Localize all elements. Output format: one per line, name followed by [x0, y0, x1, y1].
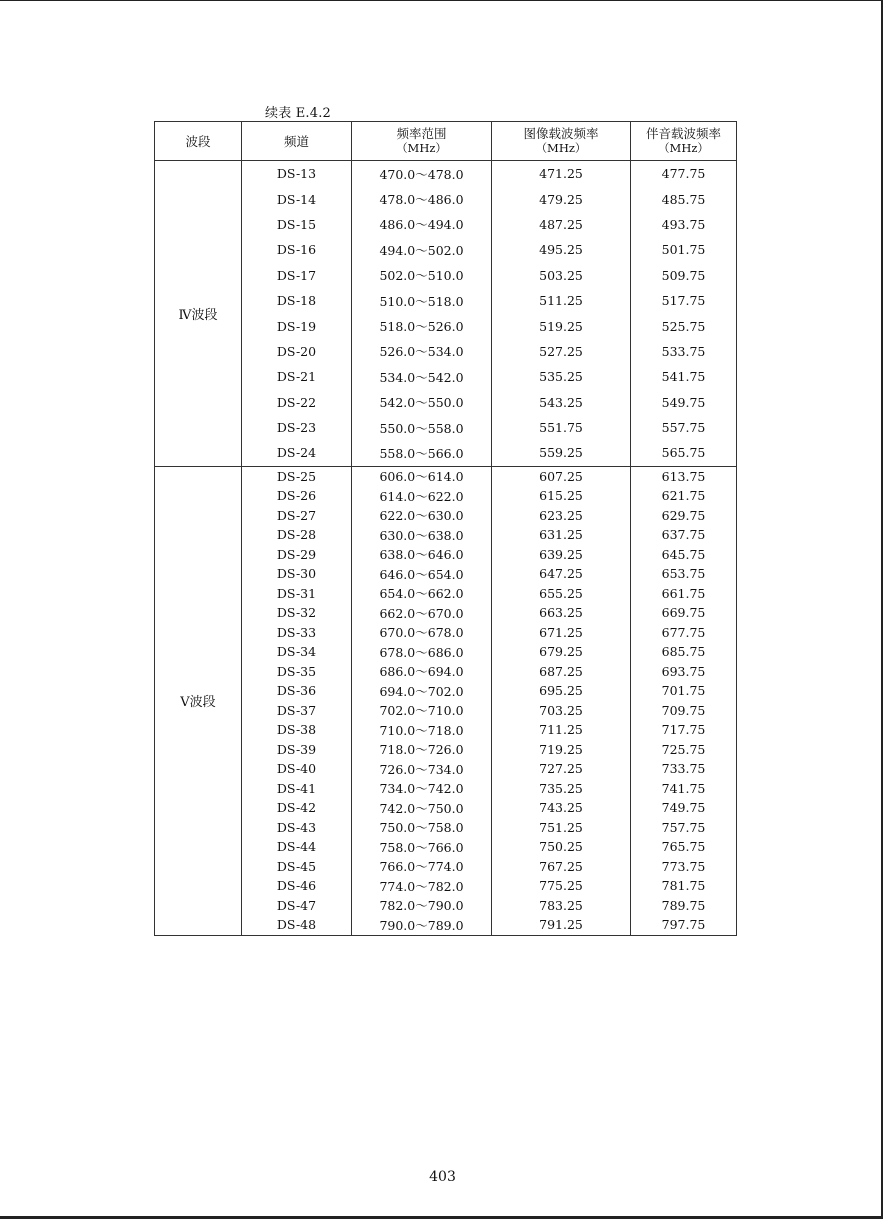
table-row [155, 896, 737, 916]
audio-freq-cell: 533.75 [631, 339, 737, 364]
channel-cell: DS-44 [242, 837, 352, 857]
header-channel-label: 频道 [283, 133, 309, 149]
video-freq-cell: 543.25 [492, 390, 631, 415]
audio-freq-cell: 653.75 [631, 564, 737, 584]
table-row [155, 237, 737, 262]
table-row [155, 506, 737, 526]
video-freq-cell: 631.25 [492, 525, 631, 545]
video-freq-cell: 750.25 [492, 837, 631, 857]
range-cell: 742.0～750.0 [352, 798, 492, 818]
video-freq-cell: 607.25 [492, 466, 631, 486]
audio-freq-cell: 741.75 [631, 779, 737, 799]
video-freq-cell: 615.25 [492, 486, 631, 506]
header-band-label: 波段 [185, 133, 211, 149]
channel-cell: DS-41 [242, 779, 352, 799]
header-band [155, 122, 242, 161]
channel-cell: DS-16 [242, 237, 352, 262]
range-cell: 670.0～678.0 [352, 623, 492, 643]
range-cell: 734.0～742.0 [352, 779, 492, 799]
channel-cell: DS-32 [242, 603, 352, 623]
video-freq-cell: 527.25 [492, 339, 631, 364]
audio-freq-cell: 493.75 [631, 212, 737, 237]
range-cell: 646.0～654.0 [352, 564, 492, 584]
header-range-unit: （MHz） [396, 141, 447, 155]
audio-freq-cell: 621.75 [631, 486, 737, 506]
header-video-unit: （MHz） [535, 141, 587, 155]
audio-freq-cell: 541.75 [631, 364, 737, 389]
page-number: 403 [429, 1169, 456, 1185]
range-cell: 630.0～638.0 [352, 525, 492, 545]
range-cell: 518.0～526.0 [352, 313, 492, 338]
video-freq-cell: 551.75 [492, 415, 631, 440]
range-cell: 790.0～789.0 [352, 915, 492, 935]
video-freq-cell: 471.25 [492, 161, 631, 187]
channel-cell: DS-23 [242, 415, 352, 440]
channel-cell: DS-34 [242, 642, 352, 662]
channel-cell: DS-40 [242, 759, 352, 779]
video-freq-cell: 727.25 [492, 759, 631, 779]
video-freq-cell: 495.25 [492, 237, 631, 262]
audio-freq-cell: 613.75 [631, 466, 737, 486]
band5-section [155, 466, 737, 935]
table-row [155, 915, 737, 935]
video-freq-cell: 671.25 [492, 623, 631, 643]
table-row [155, 701, 737, 721]
range-cell: 710.0～718.0 [352, 720, 492, 740]
range-cell: 678.0～686.0 [352, 642, 492, 662]
header-range [352, 122, 492, 161]
range-cell: 782.0～790.0 [352, 896, 492, 916]
audio-freq-cell: 661.75 [631, 584, 737, 604]
audio-freq-cell: 525.75 [631, 313, 737, 338]
table-row [155, 857, 737, 877]
audio-freq-cell: 517.75 [631, 288, 737, 313]
video-freq-cell: 775.25 [492, 876, 631, 896]
video-freq-cell: 767.25 [492, 857, 631, 877]
channel-cell: DS-30 [242, 564, 352, 584]
audio-freq-cell: 709.75 [631, 701, 737, 721]
channel-cell: DS-24 [242, 440, 352, 466]
channel-cell: DS-20 [242, 339, 352, 364]
audio-freq-cell: 501.75 [631, 237, 737, 262]
table-row [155, 740, 737, 760]
channel-cell: DS-31 [242, 584, 352, 604]
channel-cell: DS-13 [242, 161, 352, 187]
header-audio-unit: （MHz） [658, 141, 709, 155]
table-row [155, 720, 737, 740]
video-freq-cell: 687.25 [492, 662, 631, 682]
video-freq-cell: 503.25 [492, 263, 631, 288]
table-row [155, 681, 737, 701]
range-cell: 622.0～630.0 [352, 506, 492, 526]
channel-cell: DS-14 [242, 186, 352, 211]
channel-cell: DS-37 [242, 701, 352, 721]
band4-section [155, 161, 737, 467]
range-cell: 558.0～566.0 [352, 440, 492, 466]
channel-cell: DS-45 [242, 857, 352, 877]
header-audio-label: 伴音载波频率 [645, 126, 721, 141]
band5-label: Ⅴ波段 [155, 466, 242, 935]
channel-cell: DS-21 [242, 364, 352, 389]
audio-freq-cell: 637.75 [631, 525, 737, 545]
channel-cell: DS-47 [242, 896, 352, 916]
table-row [155, 798, 737, 818]
video-freq-cell: 487.25 [492, 212, 631, 237]
range-cell: 502.0～510.0 [352, 263, 492, 288]
audio-freq-cell: 749.75 [631, 798, 737, 818]
channel-cell: DS-15 [242, 212, 352, 237]
table-row [155, 837, 737, 857]
audio-freq-cell: 781.75 [631, 876, 737, 896]
channel-cell: DS-38 [242, 720, 352, 740]
header-row [155, 122, 737, 161]
table-row [155, 584, 737, 604]
table-row [155, 818, 737, 838]
channel-cell: DS-27 [242, 506, 352, 526]
channel-cell: DS-22 [242, 390, 352, 415]
channel-cell: DS-35 [242, 662, 352, 682]
audio-freq-cell: 773.75 [631, 857, 737, 877]
channel-cell: DS-28 [242, 525, 352, 545]
audio-freq-cell: 565.75 [631, 440, 737, 466]
channel-cell: DS-48 [242, 915, 352, 935]
channel-cell: DS-36 [242, 681, 352, 701]
channel-cell: DS-39 [242, 740, 352, 760]
channel-cell: DS-17 [242, 263, 352, 288]
range-cell: 638.0～646.0 [352, 545, 492, 565]
audio-freq-cell: 477.75 [631, 161, 737, 187]
band4-label: Ⅳ波段 [155, 161, 242, 467]
table-row [155, 642, 737, 662]
video-freq-cell: 535.25 [492, 364, 631, 389]
video-freq-cell: 743.25 [492, 798, 631, 818]
video-freq-cell: 639.25 [492, 545, 631, 565]
table-row [155, 545, 737, 565]
video-freq-cell: 719.25 [492, 740, 631, 760]
table-row [155, 313, 737, 338]
range-cell: 606.0～614.0 [352, 466, 492, 486]
video-freq-cell: 711.25 [492, 720, 631, 740]
header-video-label: 图像载波频率 [523, 126, 599, 141]
video-freq-cell: 623.25 [492, 506, 631, 526]
table-row [155, 339, 737, 364]
range-cell: 766.0～774.0 [352, 857, 492, 877]
channel-cell: DS-43 [242, 818, 352, 838]
audio-freq-cell: 789.75 [631, 896, 737, 916]
range-cell: 534.0～542.0 [352, 364, 492, 389]
range-cell: 478.0～486.0 [352, 186, 492, 211]
channel-cell: DS-33 [242, 623, 352, 643]
header-video [492, 122, 631, 161]
table-row [155, 466, 737, 486]
video-freq-cell: 647.25 [492, 564, 631, 584]
header-range-label: 频率范围 [396, 126, 447, 141]
channel-cell: DS-18 [242, 288, 352, 313]
table-row [155, 623, 737, 643]
range-cell: 470.0～478.0 [352, 161, 492, 187]
video-freq-cell: 735.25 [492, 779, 631, 799]
range-cell: 486.0～494.0 [352, 212, 492, 237]
table-row [155, 876, 737, 896]
video-freq-cell: 783.25 [492, 896, 631, 916]
range-cell: 654.0～662.0 [352, 584, 492, 604]
video-freq-cell: 559.25 [492, 440, 631, 466]
range-cell: 774.0～782.0 [352, 876, 492, 896]
video-freq-cell: 703.25 [492, 701, 631, 721]
channel-cell: DS-46 [242, 876, 352, 896]
range-cell: 758.0～766.0 [352, 837, 492, 857]
header-audio [631, 122, 737, 161]
table-row [155, 212, 737, 237]
range-cell: 614.0～622.0 [352, 486, 492, 506]
range-cell: 550.0～558.0 [352, 415, 492, 440]
audio-freq-cell: 645.75 [631, 545, 737, 565]
range-cell: 718.0～726.0 [352, 740, 492, 760]
video-freq-cell: 655.25 [492, 584, 631, 604]
audio-freq-cell: 733.75 [631, 759, 737, 779]
video-freq-cell: 751.25 [492, 818, 631, 838]
channel-cell: DS-19 [242, 313, 352, 338]
header-channel [242, 122, 352, 161]
range-cell: 510.0～518.0 [352, 288, 492, 313]
video-freq-cell: 695.25 [492, 681, 631, 701]
table-row [155, 440, 737, 466]
audio-freq-cell: 797.75 [631, 915, 737, 935]
table-row [155, 603, 737, 623]
range-cell: 702.0～710.0 [352, 701, 492, 721]
audio-freq-cell: 485.75 [631, 186, 737, 211]
table-row [155, 263, 737, 288]
frequency-table [154, 121, 737, 936]
table-caption: 续表 E.4.2 [265, 106, 332, 121]
table-row [155, 186, 737, 211]
audio-freq-cell: 701.75 [631, 681, 737, 701]
audio-freq-cell: 725.75 [631, 740, 737, 760]
table-row [155, 415, 737, 440]
range-cell: 662.0～670.0 [352, 603, 492, 623]
video-freq-cell: 511.25 [492, 288, 631, 313]
video-freq-cell: 479.25 [492, 186, 631, 211]
audio-freq-cell: 757.75 [631, 818, 737, 838]
table-row [155, 662, 737, 682]
audio-freq-cell: 669.75 [631, 603, 737, 623]
audio-freq-cell: 549.75 [631, 390, 737, 415]
table-row [155, 759, 737, 779]
table-row [155, 161, 737, 187]
video-freq-cell: 791.25 [492, 915, 631, 935]
table-row [155, 390, 737, 415]
video-freq-cell: 679.25 [492, 642, 631, 662]
video-freq-cell: 663.25 [492, 603, 631, 623]
audio-freq-cell: 557.75 [631, 415, 737, 440]
table-row [155, 525, 737, 545]
table-row [155, 779, 737, 799]
video-freq-cell: 519.25 [492, 313, 631, 338]
audio-freq-cell: 509.75 [631, 263, 737, 288]
audio-freq-cell: 765.75 [631, 837, 737, 857]
range-cell: 750.0～758.0 [352, 818, 492, 838]
range-cell: 686.0～694.0 [352, 662, 492, 682]
range-cell: 526.0～534.0 [352, 339, 492, 364]
range-cell: 694.0～702.0 [352, 681, 492, 701]
range-cell: 542.0～550.0 [352, 390, 492, 415]
table-row [155, 486, 737, 506]
audio-freq-cell: 629.75 [631, 506, 737, 526]
range-cell: 726.0～734.0 [352, 759, 492, 779]
audio-freq-cell: 693.75 [631, 662, 737, 682]
table-row [155, 288, 737, 313]
audio-freq-cell: 685.75 [631, 642, 737, 662]
table-row [155, 364, 737, 389]
table-row [155, 564, 737, 584]
audio-freq-cell: 717.75 [631, 720, 737, 740]
range-cell: 494.0～502.0 [352, 237, 492, 262]
channel-cell: DS-26 [242, 486, 352, 506]
channel-cell: DS-25 [242, 466, 352, 486]
audio-freq-cell: 677.75 [631, 623, 737, 643]
channel-cell: DS-29 [242, 545, 352, 565]
channel-cell: DS-42 [242, 798, 352, 818]
